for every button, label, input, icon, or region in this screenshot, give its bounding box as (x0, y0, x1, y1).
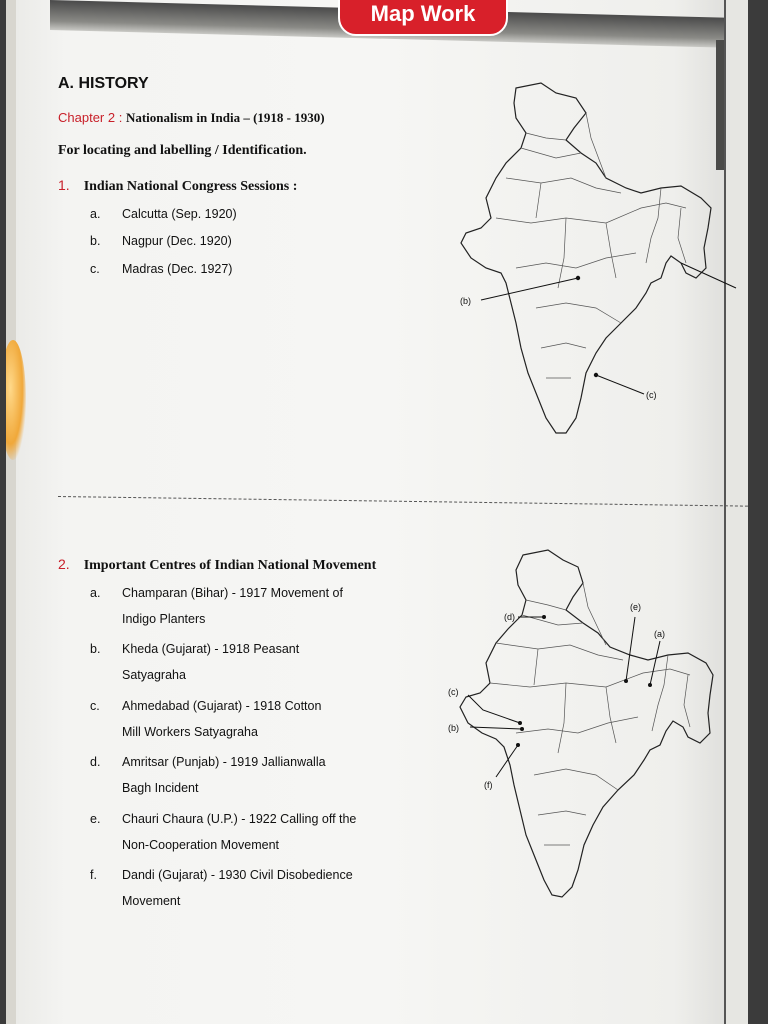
map-label: (d) (504, 612, 515, 622)
question-1-heading (58, 177, 297, 195)
list-item (90, 256, 232, 282)
item-text: Ahmedabad (Gujarat) - 1918 Cotton (122, 699, 322, 713)
item-text: Dandi (Gujarat) - 1930 Civil Disobedience (122, 868, 353, 882)
item-text: Madras (Dec. 1927) (122, 262, 233, 276)
marker-ahmedabad (518, 721, 522, 725)
item-text-cont: Satyagraha (122, 668, 186, 682)
chapter-title: Nationalism in India – (1918 - 1930) (125, 110, 325, 125)
section-divider (58, 496, 748, 507)
item-text: Calcutta (Sep. 1920) (122, 207, 237, 221)
item-text-cont: Indigo Planters (122, 612, 206, 626)
india-outline (460, 550, 713, 897)
page-left-edge (6, 0, 16, 1024)
pointer-line-b (470, 727, 522, 729)
marker-kheda (520, 727, 524, 731)
list-item (90, 201, 237, 227)
pointer-line-f (496, 745, 518, 777)
map-label: (b) (460, 296, 471, 306)
marker-madras (594, 373, 598, 377)
india-map-2 (438, 545, 746, 905)
marker-nagpur (576, 276, 580, 280)
map-label: (b) (448, 723, 459, 733)
item-letter: b. (90, 642, 101, 656)
item-text-cont: Non-Cooperation Movement (122, 838, 280, 852)
list-item (90, 580, 343, 632)
item-text: Nagpur (Dec. 1920) (122, 234, 232, 248)
pointer-line-a (650, 641, 660, 685)
map-label: (c) (448, 687, 459, 697)
list-item (90, 636, 299, 688)
india-outline (461, 83, 711, 433)
item-text: Amritsar (Punjab) - 1919 Jallianwalla (122, 755, 326, 769)
pointer-line-e (626, 617, 635, 681)
marker-champaran (648, 683, 652, 687)
item-letter: c. (90, 699, 100, 713)
item-text-cont: Movement (122, 894, 181, 908)
item-letter: f. (90, 868, 97, 882)
item-letter: a. (90, 586, 101, 600)
item-text-cont: Mill Workers Satyagraha (122, 725, 258, 739)
marker-amritsar (542, 615, 546, 619)
list-item (90, 228, 232, 254)
map-label: (a) (654, 629, 665, 639)
item-letter: a. (90, 207, 101, 221)
item-text-cont: Bagh Incident (122, 781, 199, 795)
pointer-line-b (481, 278, 578, 300)
list-item (90, 749, 326, 801)
section-heading: A. HISTORY (58, 75, 149, 92)
item-letter: b. (90, 234, 101, 248)
question-number: 1. (58, 177, 70, 193)
state-boundaries (496, 113, 686, 378)
item-text: Champaran (Bihar) - 1917 Movement of (122, 586, 343, 600)
chapter-heading (58, 110, 325, 126)
question-number: 2. (58, 556, 70, 572)
india-map-1 (446, 78, 746, 448)
item-letter: d. (90, 755, 101, 769)
item-letter: c. (90, 262, 100, 276)
map-label: (e) (630, 602, 641, 612)
list-item (90, 806, 356, 858)
marker-chauri-chaura (624, 679, 628, 683)
item-text: Chauri Chaura (U.P.) - 1922 Calling off the (122, 812, 357, 826)
item-letter: e. (90, 812, 101, 826)
item-text: Kheda (Gujarat) - 1918 Peasant (122, 642, 300, 656)
question-title: Important Centres of Indian National Movement (83, 558, 377, 573)
question-title: Indian National Congress Sessions : (83, 179, 298, 194)
map-label: (c) (646, 390, 657, 400)
instruction-text: For locating and labelling / Identification. (58, 143, 307, 158)
list-item (90, 862, 353, 914)
pointer-line-c (596, 375, 644, 394)
question-2-heading (58, 556, 376, 574)
map-work-badge: Map Work (338, 0, 508, 36)
marker-dandi (516, 743, 520, 747)
pointer-line-c (468, 695, 520, 723)
map-label: (f) (484, 780, 493, 790)
finger-blur (6, 340, 26, 460)
textbook-page (6, 0, 748, 1024)
pointer-line-a (681, 263, 736, 288)
chapter-number: Chapter 2 (58, 110, 116, 125)
state-boundaries (490, 583, 690, 845)
list-item (90, 693, 321, 745)
chapter-sep: : (115, 110, 126, 125)
